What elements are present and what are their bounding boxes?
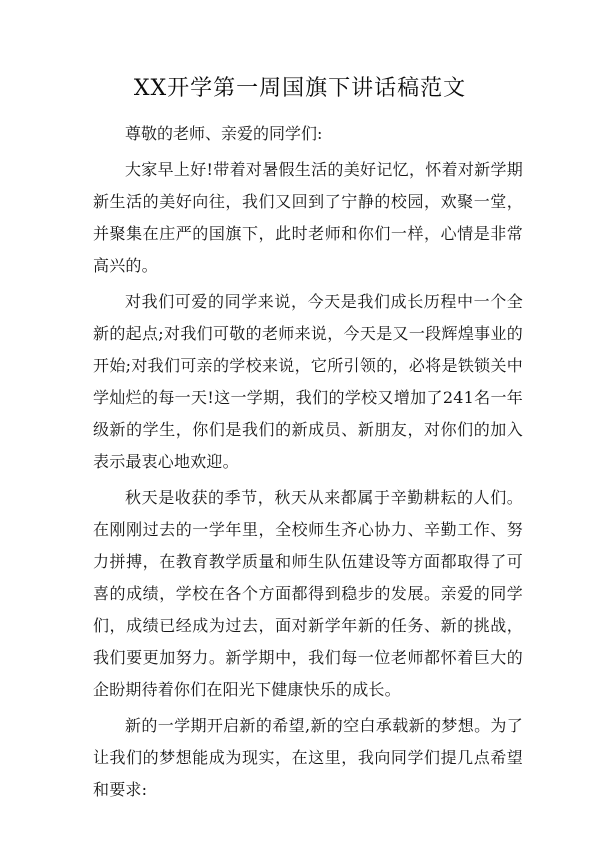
document-body <box>93 118 523 806</box>
document-title: XX开学第一周国旗下讲话稿范文 <box>133 76 467 101</box>
paragraph-2: 对我们可爱的同学来说，今天是我们成长历程中一个全新的起点;对我们可敬的老师来说，今天是又一段辉煌事业的开始;对我们可亲的学校来说，它所引领的，必将是铁锁关中学灿烂的每一天!这一学期，我们的学校又增加了241名一年级新的学生，你们是我们的新成员、新朋友，对你们的加入表示最衷心地欢迎。 <box>93 292 523 471</box>
paragraph-3: 秋天是收获的季节，秋天从来都属于辛勤耕耘的人们。在刚刚过去的一学年里，全校师生齐心协力、辛勤工作、努力拼搏，在教育教学质量和师生队伍建设等方面都取得了可喜的成绩，学校在各个方面都得到稳步的发展。亲爱的同学们，成绩已经成为过去，面对新学年新的任务、新的挑战，我们要更加努力。新学期中，我们每一位老师都怀着巨大的企盼期待着你们在阳光下健康快乐的成长。 <box>93 488 523 699</box>
paragraph-4: 新的一学期开启新的希望,新的空白承载新的梦想。为了让我们的梦想能成为现实，在这里，我向同学们提几点希望和要求: <box>93 716 523 799</box>
paragraph-1: 大家早上好!带着对暑假生活的美好记忆，怀着对新学期新生活的美好向往，我们又回到了宁静的校园，欢聚一堂，并聚集在庄严的国旗下，此时老师和你们一样，心情是非常高兴的。 <box>93 160 523 275</box>
greeting-line: 尊敬的老师、亲爱的同学们: <box>125 124 323 143</box>
